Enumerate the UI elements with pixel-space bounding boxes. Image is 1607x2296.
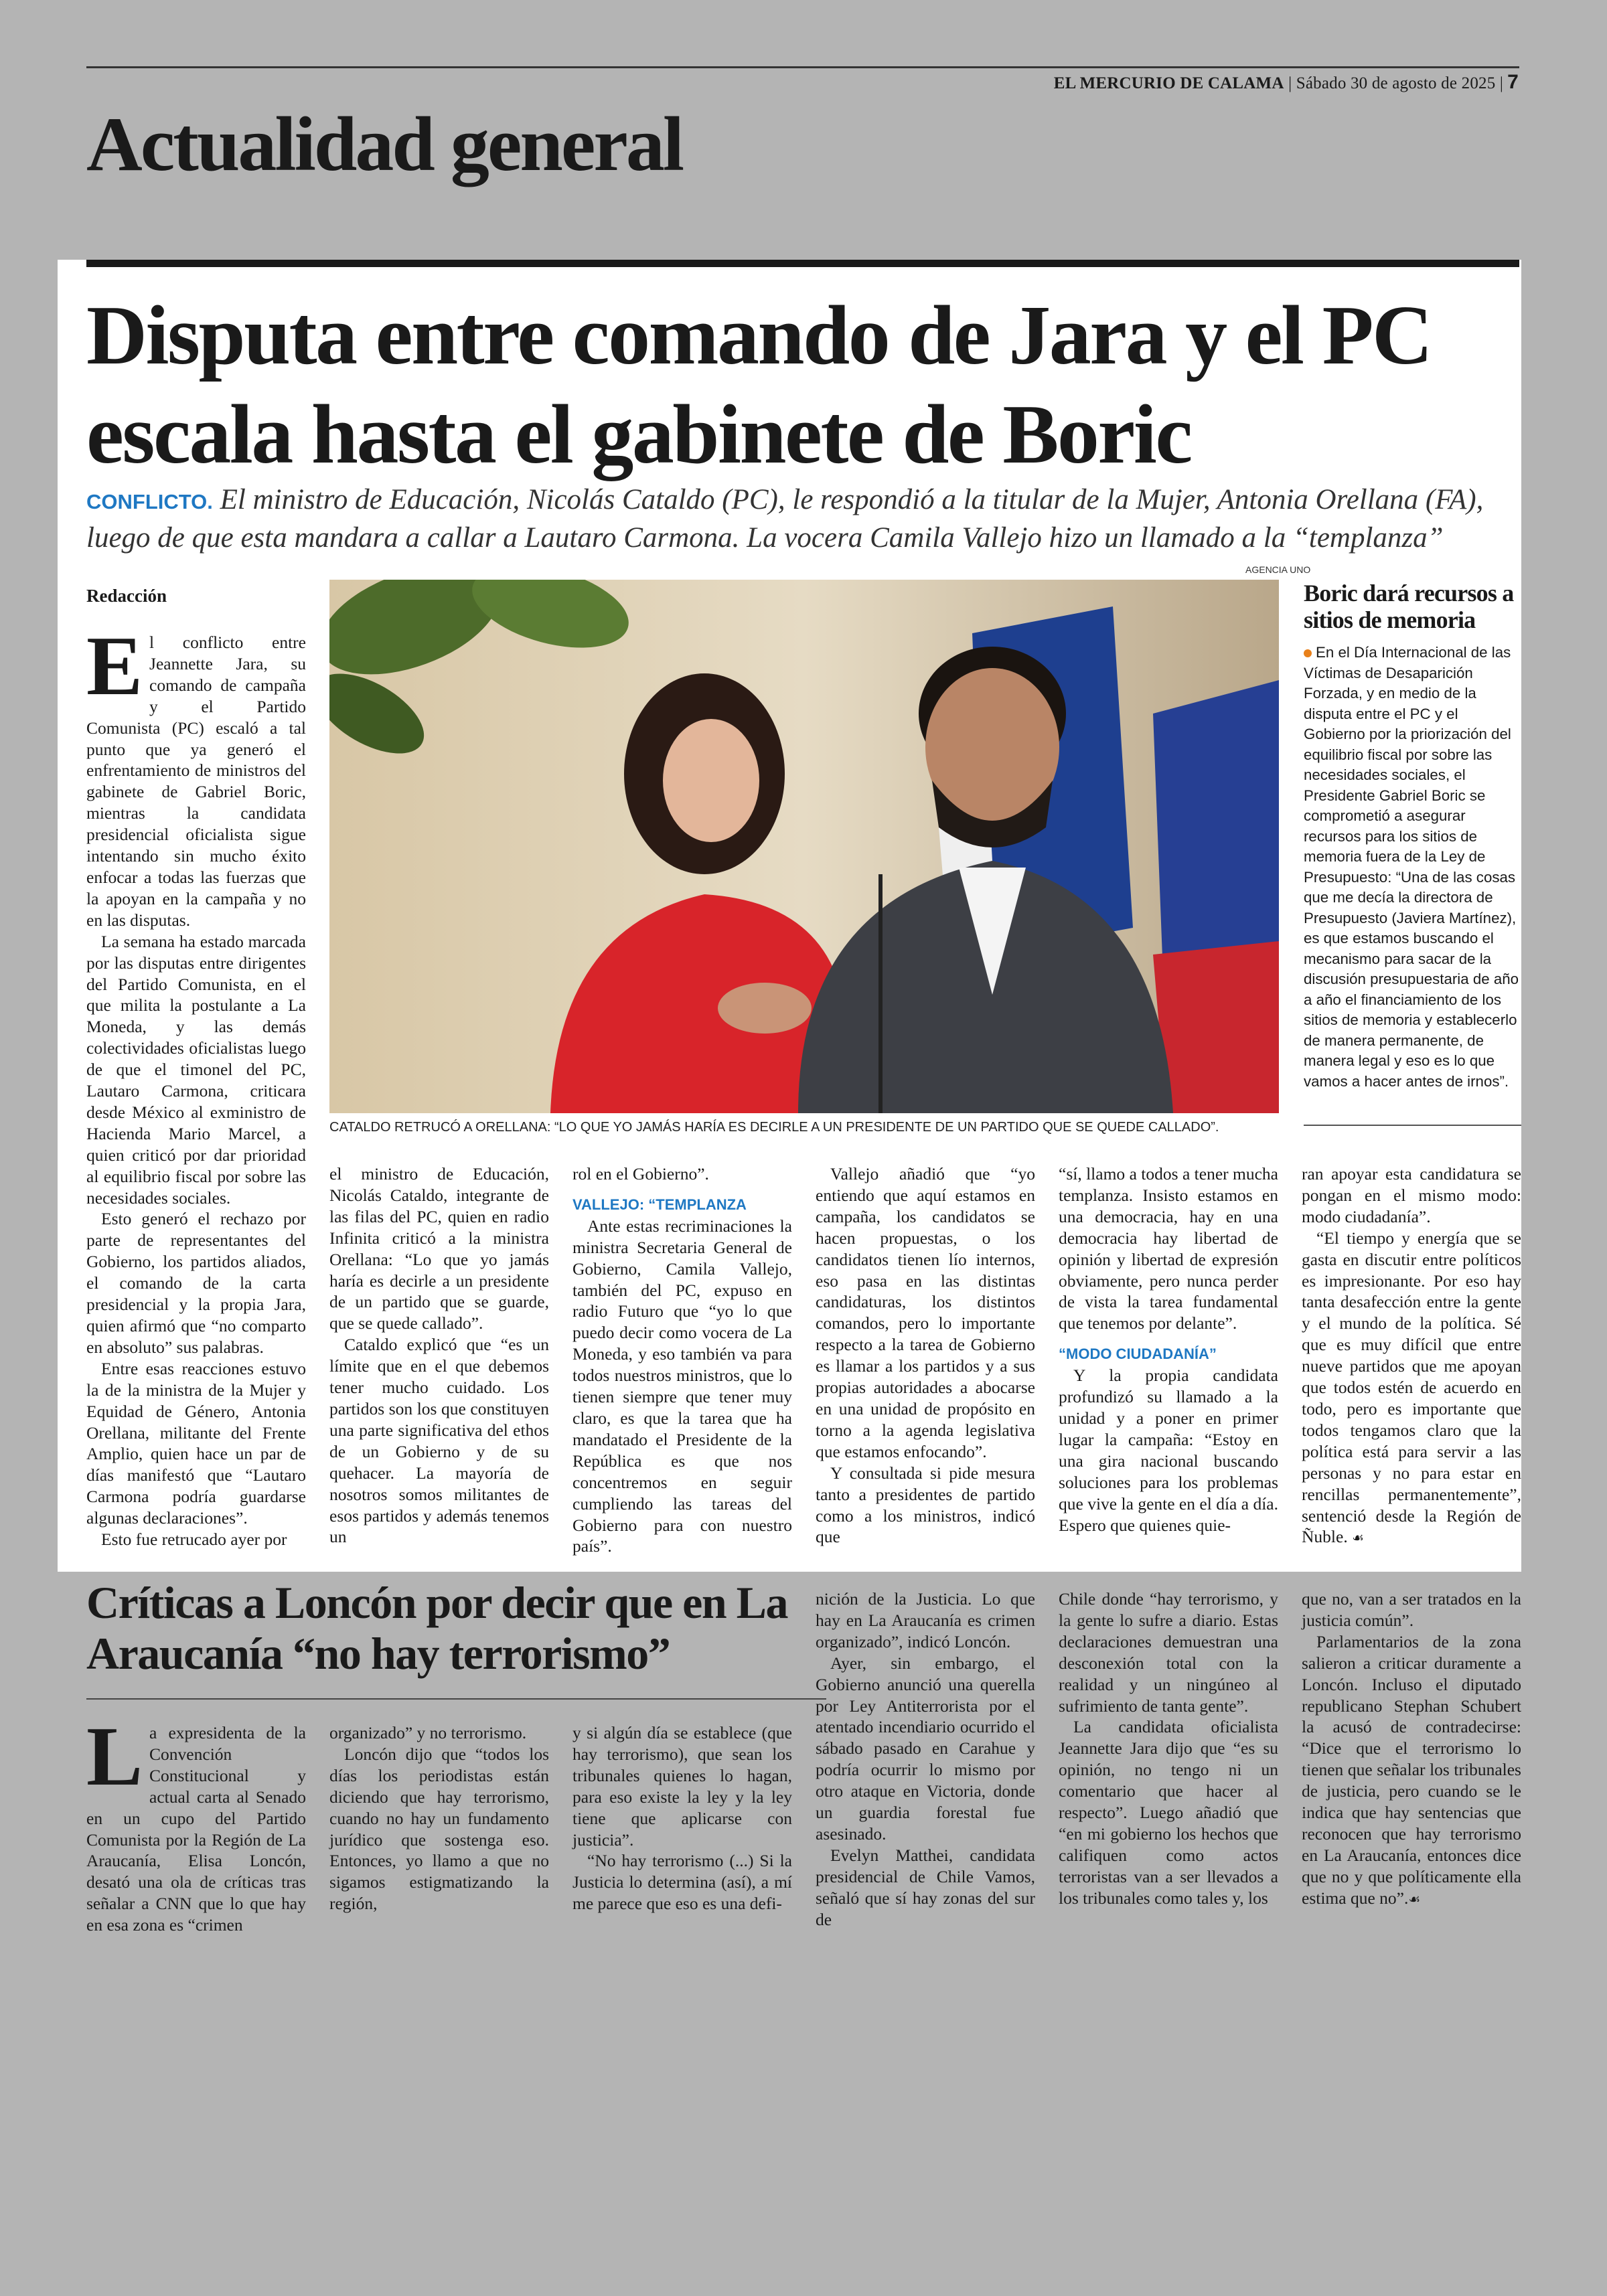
masthead-rule: [86, 66, 1519, 68]
article2-column-4: [816, 1588, 1035, 1931]
article1-column-2: [329, 1163, 549, 1548]
subhead-modo-ciudadania: “MODO CIUDADANÍA”: [1059, 1345, 1217, 1363]
article1-col1-p1: El conflicto entre Jeannette Jara, su comando de campaña y el Partido Comunista (PC) escaló a tal punto que ya generó el enfrentamiento de ministros del gabinete de Gabriel Boric, mientras la candidata presidencial oficialista sigue intentando sin mucho éxito enfocar a todas las fuerzas que la apoyan en la campaña y no en las disputas.: [86, 620, 306, 930]
article1-col2-p2: Cataldo explicó que “es un límite que en el que debemos tener mucho cuidado. Los partidos son los que constituyen una parte significativa del ethos de un Gobierno y de su quehacer. La mayoría de nosotros somos militantes de esos partidos y además tenemos un: [329, 1335, 549, 1547]
article2-col6-p1: que no, van a ser tratados en la justicia común”.: [1302, 1589, 1521, 1630]
main-headline: Disputa entre comando de Jara y el PC escala hasta el gabinete de Boric: [86, 289, 1432, 481]
article1-col5-p2: Y la propia candidata profundizó su llamado a la unidad y a poner en primer lugar la campaña: “Estoy en una gira nacional buscando soluciones para los problemas que vive la gente en el día a día. Espero que quienes quie-: [1059, 1366, 1278, 1535]
article2-col2-p2: Loncón dijo que “todos los días los periodistas están diciendo que hay terrorismo, cuando no hay un fundamento jurídico que sostenga eso. Entonces, yo llamo a que no sigamos estigmatizando la región,: [329, 1744, 549, 1914]
article1-column-3: [572, 1163, 792, 1557]
page-folio: EL MERCURIO DE CALAMA | Sábado 30 de agosto de 2025 | 7: [1053, 71, 1519, 93]
article2-column-3: [572, 1722, 792, 1914]
article1-col1-p4: Entre esas reacciones estuvo la de la ministra de la Mujer y Equidad de Género, Antonia Orellana, militante del Frente Amplio, quien hace un par de días manifestó que “Lautaro Carmona podría guardarse algunas declaraciones”.: [86, 1358, 306, 1528]
article1-col4-p2: Y consultada si pide mesura tanto a presidentes de partido como a los ministros, indicó que: [816, 1463, 1035, 1547]
newspaper-name: EL MERCURIO DE CALAMA: [1053, 74, 1284, 92]
article2-col4-p1: nición de la Justicia. Lo que hay en La Araucanía es crimen organizado”, indicó Loncón.: [816, 1589, 1035, 1651]
sidebar-rule: [1304, 1125, 1521, 1126]
article2-col2-p1: organizado” y no terrorismo.: [329, 1723, 527, 1742]
article2-col3-p2: “No hay terrorismo (...) Si la Justicia lo determina (así), a mí me parece que eso es una defi-: [572, 1851, 792, 1914]
photo-caption: CATALDO RETRUCÓ A ORELLANA: “LO QUE YO JAMÁS HARÍA ES DECIRLE A UN PRESIDENTE DE UN PARTIDO QUE SE QUEDE CALLADO”.: [329, 1120, 1219, 1135]
article1-column-6: [1302, 1163, 1521, 1549]
issue-date: Sábado 30 de agosto de 2025: [1296, 74, 1496, 92]
article1-col4-p1: Vallejo añadió que “yo entiendo que aquí estamos en campaña, los candidatos se hacen propuestas, o los candidatos tienen lío internos, eso pasa en las distintas candidaturas, los distintos comandos, pero lo importante respecto a la tarea de Gobierno es llamar a los partidos y a sus propias autoridades a abocarse en una unidad de propósito en torno a la agenda legislativa que estamos enfocando”.: [816, 1164, 1035, 1461]
article2-col4-p3: Evelyn Matthei, candidata presidencial de Chile Vamos, señaló que sí hay zonas del sur de: [816, 1845, 1035, 1929]
deck-kicker: CONFLICTO.: [86, 490, 213, 513]
page-number: 7: [1507, 71, 1519, 93]
article1-col1-p5: Esto fue retrucado ayer por: [101, 1530, 287, 1550]
article2-col5-p2: La candidata oficialista Jeannette Jara dijo que “es su opinión, no tengo ni un comentario que hacer al respecto”. Luego añadió que “en mi gobierno los hechos que califiquen como actos terroristas van a ser llevados a los tribunales como tales y, los: [1059, 1717, 1278, 1908]
article1-col3-p2: Ante estas recriminaciones la ministra Secretaria General de Gobierno, Camila Vallejo, también del PC, expuso en radio Futuro que “yo lo que puedo decir como vocera de La Moneda, y eso también va para todos nuestros ministros, que lo tienen siempre que tener muy claro, es que la tarea que ha mandatado el Presidente de la República es que nos concentremos en seguir cumpliendo las tareas del Gobierno para con nuestro país”.: [572, 1216, 792, 1556]
article1-col6-p1: ran apoyar esta candidatura se pongan en el mismo modo: modo ciudadanía”.: [1302, 1164, 1521, 1226]
sidebar-box: [1304, 580, 1521, 1092]
sidebar-title: Boric dará recursos a sitios de memoria: [1304, 580, 1514, 633]
dropcap: E: [86, 620, 143, 713]
panel-top-bar: [86, 260, 1519, 267]
article2-col3-p1: y si algún día se establece (que hay terrorismo), que sean los tribunales quienes lo hagan, para eso existe la ley y la ley tiene que aplicarse con justicia”.: [572, 1723, 792, 1850]
photo-illustration: [329, 580, 1279, 1113]
article2-column-5: [1059, 1588, 1278, 1909]
article2-column-1: [86, 1710, 306, 1936]
article-deck: [86, 482, 1519, 556]
photo-credit: AGENCIA UNO: [1245, 564, 1311, 575]
second-headline-rule: [86, 1698, 826, 1700]
article2-column-6: [1302, 1588, 1521, 1910]
article1-col6-p2: “El tiempo y energía que se gasta en discutir entre políticos es impresionante. Por eso hay tanta desafección entre la gente y el mundo de la política. Sé que es muy difícil que entre nueve partidos que me apoyan que todos estén de acuerdo en todo, pero es importante que todos tengamos claro que la política está para servir a las personas y no para estar en rencillas permanentemente”, sentenció desde la Región de Ñuble. ☙: [1302, 1228, 1521, 1547]
article2-column-2: [329, 1722, 549, 1914]
byline: Redacción: [86, 586, 167, 606]
dropcap: L: [86, 1710, 143, 1803]
section-title: Actualidad general: [86, 102, 683, 187]
article1-column-5: [1059, 1163, 1278, 1536]
article2-col6-p2: Parlamentarios de la zona salieron a criticar duramente a Loncón. Incluso el diputado republicano Stephan Schubert la acusó de contradecirse: “Dice que el terrorismo lo tienen que señalar los tribunales de justicia, pero cuando se le indica que hay sentencias que reconocen que hay terrorismo en La Araucanía, entonces dice que no y que políticamente ella estima que no”.☙: [1302, 1631, 1521, 1908]
article2-col4-p2: Ayer, sin embargo, el Gobierno anunció una querella por Ley Antiterrorista por el atentado incendiario ocurrido el sábado pasado en Carahue y podría ocurrir lo mismo por otro ataque en Victoria, donde un guardia forestal fue asesinado.: [816, 1653, 1035, 1843]
end-mark-icon: ☙: [1352, 1530, 1365, 1546]
article1-col1-p2: La semana ha estado marcada por las disputas entre dirigentes del Partido Comunista, en el que milita la postulante a La Moneda, y las demás colectividades oficialistas luego de que el timonel del PC, Lautaro Carmona, criticara desde México al exministro de Hacienda Mario Marcel, a quien criticó por dar prioridad al equilibrio fiscal por sobre las necesidades sociales.: [86, 931, 306, 1208]
article-photo: [329, 580, 1279, 1113]
article1-column-1: [86, 620, 306, 1550]
end-mark-icon: ☙: [1408, 1890, 1421, 1907]
article1-col5-p1: “sí, llamo a todos a tener mucha templanza. Insisto estamos en una democracia, hay en una democracia hay libertad de opinión y libertad de expresión obviamente, pero nunca perder de vista la tarea fundamental que tenemos por delante”.: [1059, 1164, 1278, 1333]
deck-text: El ministro de Educación, Nicolás Cataldo (PC), le respondió a la titular de la Mujer, Antonia Orellana (FA), luego de que esta mandara a callar a Lautaro Carmona. La vocera Camila Vallejo hizo un llamado a la “templanza”: [86, 484, 1484, 554]
article2-col5-p1: Chile donde “hay terrorismo, y la gente lo sufre a diario. Estas declaraciones demuestran una desconexión total con la realidad y un ningúneo al sufrimiento de tanta gente”.: [1059, 1589, 1278, 1716]
sidebar-text: En el Día Internacional de las Víctimas de Desaparición Forzada, y en medio de la disputa entre el PC y el Gobierno por la priorización del equilibrio fiscal por sobre las necesidades sociales, el Presidente Gabriel Boric se comprometió a asegurar recursos para los sitios de memoria fuera de la Ley de Presupuesto: “Una de las cosas que me decía la directora de Presupuesto (Javiera Martínez), es que estamos buscando el mecanismo para sacar de la discusión presupuestaria de año a año el financiamiento de los sitios de memoria y establecerlo de manera permanente, de manera legal y eso es lo que vamos a hacer antes de irnos”.: [1304, 644, 1519, 1090]
bullet-dot-icon: [1304, 649, 1312, 657]
article1-col1-p3: Esto generó el rechazo por parte de representantes del Gobierno, los partidos aliados, el comando de la carta presidencial y la propia Jara, quien afirmó que “no comparto en absoluto” sus palabras.: [86, 1209, 306, 1357]
subhead-templanza: VALLEJO: “TEMPLANZA: [572, 1196, 747, 1213]
second-headline: Críticas a Loncón por decir que en La Araucanía “no hay terrorismo”: [86, 1577, 788, 1679]
article1-col3-p1: rol en el Gobierno”.: [572, 1164, 709, 1183]
article2-col1-p1: La expresidenta de la Convención Constitucional y actual carta al Senado en un cupo del Partido Comunista por la Región de La Araucanía, Elisa Loncón, desató una ola de críticas tras señalar a CNN que lo que hay en esa zona es “crimen: [86, 1710, 306, 1935]
article1-col2-p1: el ministro de Educación, Nicolás Cataldo, integrante de las filas del PC, quien en radio Infinita criticó a la ministra Orellana: “Lo que yo jamás haría es decirle a un presidente de un partido que se guarde, que se quede callado”.: [329, 1164, 549, 1333]
article1-column-4: [816, 1163, 1035, 1548]
